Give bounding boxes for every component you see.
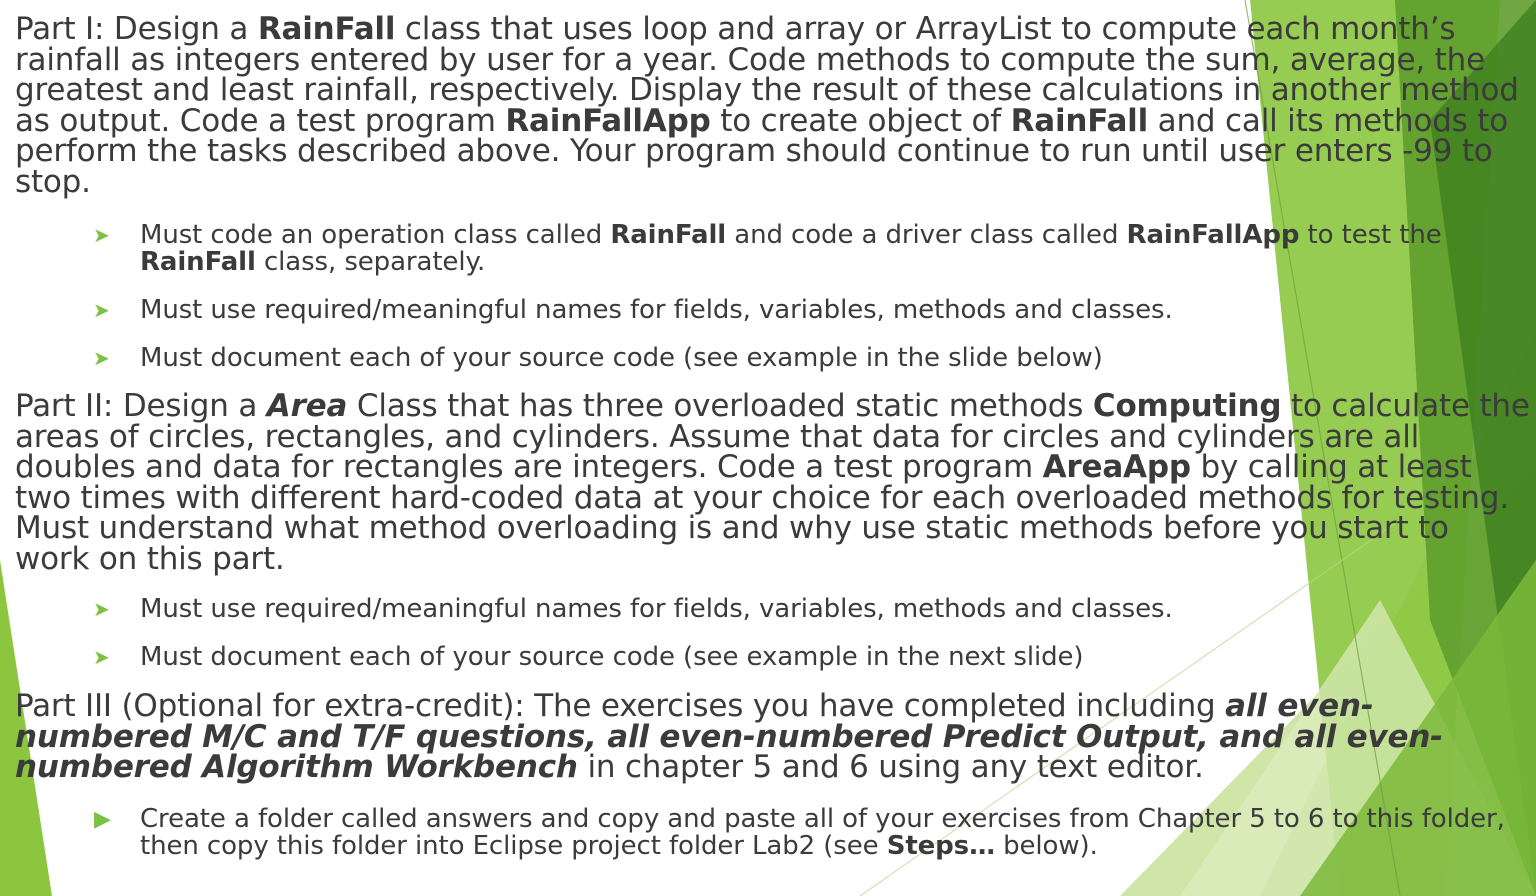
text-run: and code a driver class called [726, 220, 1127, 250]
part2-bullet-2: Must document each of your source code (see example in the next slide) [140, 642, 1084, 672]
part2-paragraph [15, 388, 1530, 577]
class-name-areaapp: AreaApp [1042, 449, 1191, 485]
class-name-area: Area [266, 388, 348, 424]
text-run: below). [994, 831, 1098, 861]
part3-bullet-1 [140, 806, 1510, 860]
class-name-rainfall: RainFall [1010, 102, 1149, 139]
text-run: class, separately. [255, 247, 486, 277]
text-run: Create a folder called answers and copy and paste all of your exercises from Chapter 5 to 6 to this folder, then copy this folder into Eclipse project folder Lab2 (see [140, 804, 1505, 861]
chevron-right-icon: ➤ [93, 346, 110, 370]
text-run: in chapter 5 and 6 using any text editor. [577, 749, 1204, 785]
part2-bullet-1: Must use required/meaningful names for fields, variables, methods and classes. [140, 594, 1173, 624]
text-run: to calculate the areas of circles, rectangles, and cylinders. Assume that data for circles and cylinders are all doubles and data for rectangles are integers. Code a test program [15, 388, 1530, 485]
text-run: Part II: Design a [15, 388, 267, 424]
text-run: to create object of [710, 102, 1011, 139]
text-run: by calling at least two times with different hard-coded data at your choice for each overloaded methods for testing. Must understand what method overloading is and why use static methods before you start to work on this part. [15, 449, 1509, 577]
text-run: class that uses loop and array or ArrayList to compute each month’s rainfall as integers entered by user for a year. Code methods to compute the sum, average, the greatest and least rainfall, respectively. Display the result of these calculations in another method as output. Code a test program [15, 11, 1519, 139]
text-run: to test the [1299, 220, 1442, 250]
chevron-right-icon: ➤ [93, 223, 110, 247]
chevron-right-icon: ➤ [93, 597, 110, 621]
emphasized-exercise-list: all even-numbered M/C and T/F questions, all even-numbered Predict Output, and all even-numbered Algorithm Workbench [15, 688, 1443, 785]
part1-bullet-3: Must document each of your source code (see example in the slide below) [140, 343, 1103, 373]
part1-bullet-1 [140, 222, 1510, 276]
part1-paragraph [15, 11, 1530, 200]
class-name-rainfall: RainFall [140, 247, 256, 277]
part3-paragraph [15, 688, 1530, 785]
triangle-right-icon: ▶ [94, 807, 111, 832]
chevron-right-icon: ➤ [93, 645, 110, 669]
class-name-rainfallapp: RainFallApp [1126, 220, 1300, 250]
method-name-computing: Computing [1092, 388, 1282, 424]
class-name-rainfallapp: RainFallApp [505, 102, 711, 139]
text-run: Part III (Optional for extra-credit): The exercises you have completed including [15, 688, 1226, 724]
part1-bullet-2: Must use required/meaningful names for fields, variables, methods and classes. [140, 295, 1173, 325]
class-name-rainfall: RainFall [257, 11, 396, 47]
text-run: Must code an operation class called [140, 220, 611, 250]
text-run: Part I: Design a [15, 11, 258, 47]
chevron-right-icon: ➤ [93, 298, 110, 322]
text-run: Class that has three overloaded static methods [347, 388, 1093, 424]
steps-reference: Steps… [886, 831, 995, 861]
class-name-rainfall: RainFall [610, 220, 727, 250]
text-run: and call its methods to perform the tasks described above. Your program should continue to run until user enters -99 to stop. [15, 102, 1508, 200]
